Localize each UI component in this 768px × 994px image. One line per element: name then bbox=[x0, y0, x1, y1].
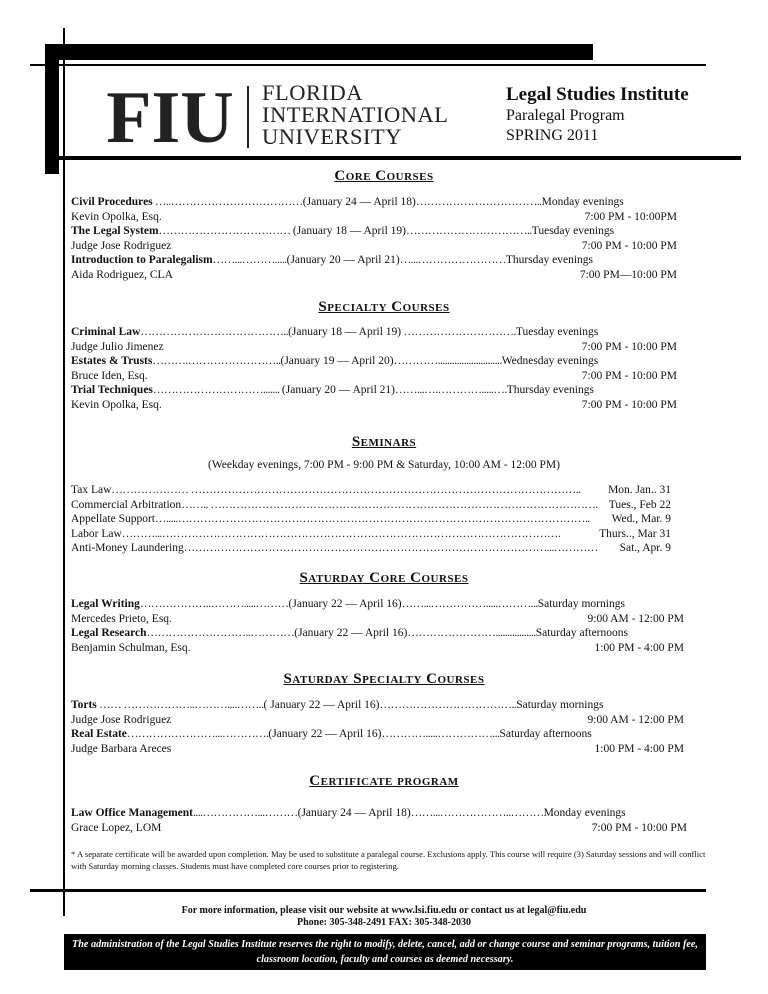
instructor-row bbox=[71, 369, 711, 384]
leader-dots: ……….…………………….. bbox=[152, 355, 281, 367]
course-time: 7:00 PM - 10:00 PM bbox=[581, 369, 677, 382]
instructor-name: Judge Julio Jimenez bbox=[71, 340, 164, 353]
instructor-name: Judge Jose Rodriguez bbox=[71, 713, 172, 726]
row-lead bbox=[71, 698, 603, 713]
course-dates: (January 18 — April 19) bbox=[288, 326, 402, 338]
header-bottom-line bbox=[45, 156, 741, 160]
row-lead bbox=[71, 369, 148, 384]
footer-contact: For more information, please visit our website at www.lsi.fiu.edu or contact us at legal@fiu.edu bbox=[181, 905, 587, 916]
frame-left-block bbox=[45, 44, 59, 174]
instructor-row bbox=[71, 713, 711, 728]
course-row bbox=[71, 383, 711, 398]
course-schedule: Tuesday evenings bbox=[515, 326, 599, 338]
course-dates: (January 18 — April 19) bbox=[292, 225, 406, 237]
course-dates: (January 22 — April 16) bbox=[294, 627, 408, 639]
course-row bbox=[71, 626, 711, 641]
row-lead bbox=[71, 806, 626, 821]
row-lead bbox=[71, 354, 598, 369]
seminar-date: Thurs.., Mar 31 bbox=[599, 527, 671, 540]
frame-top-bar bbox=[45, 44, 593, 60]
seminar-row bbox=[71, 512, 671, 527]
course-schedule: Saturday mornings bbox=[537, 598, 625, 610]
leader-dots: …… ………………..………....…….. bbox=[96, 699, 264, 711]
leader-dots: …………………………. bbox=[401, 326, 516, 338]
course-time: 7:00 PM - 10:00 PM bbox=[581, 398, 677, 411]
seminar-name: Anti-Money Laundering bbox=[71, 542, 184, 554]
course-schedule: Saturday mornings bbox=[516, 699, 604, 711]
fiu-logo-text: FIU bbox=[106, 84, 234, 150]
row-lead bbox=[71, 398, 162, 413]
leader-dots: …….. ……………………………………………………………………………………………. bbox=[181, 498, 598, 511]
instructor-name: Benjamin Schulman, Esq. bbox=[71, 641, 191, 654]
seminar-date: Wed., Mar. 9 bbox=[611, 513, 671, 525]
instructor-row bbox=[71, 398, 711, 413]
course-time: 7:00 PM - 10:00 PM bbox=[581, 340, 677, 353]
course-schedule: Saturday afternoons bbox=[535, 627, 628, 639]
leader-dots: …...…………………… bbox=[399, 254, 506, 266]
leader-dots: ……...…………….....………... bbox=[401, 598, 538, 610]
seminar-row bbox=[71, 541, 671, 556]
footer-disclaimer: The administration of the Legal Studies Institute reserves the right to modify, delete, cancel, add or change course and seminar programs, tuition fee, classroom location, faculty and courses as deemed necessary. bbox=[64, 934, 706, 970]
row-lead bbox=[71, 612, 172, 627]
course-time: 7:00 PM—10:00 PM bbox=[579, 268, 677, 281]
instructor-row bbox=[71, 239, 711, 254]
program-title: Paralegal Program bbox=[506, 107, 625, 124]
instructor-row bbox=[71, 340, 711, 355]
row-lead bbox=[71, 340, 164, 355]
logo-divider bbox=[247, 86, 249, 148]
seminar-name: Tax Law bbox=[71, 484, 112, 496]
instructor-name: Judge Barbara Areces bbox=[71, 742, 172, 755]
course-dates: (January 24 — April 18) bbox=[297, 807, 411, 819]
seminar-name: Appellate Support bbox=[71, 513, 155, 525]
specialty-courses-heading: Specialty Courses bbox=[318, 299, 450, 315]
row-lead bbox=[71, 210, 162, 225]
row-lead bbox=[71, 195, 624, 210]
course-row bbox=[71, 597, 711, 612]
leader-dots: ……………………………….. bbox=[379, 699, 517, 711]
instructor-name: Kevin Opolka, Esq. bbox=[71, 210, 162, 223]
course-time: 7:00 PM - 10:00 PM bbox=[581, 239, 677, 252]
row-lead bbox=[71, 597, 625, 612]
leader-dots: ....……………...……… bbox=[193, 807, 298, 819]
saturday-core-heading: Saturday Core Courses bbox=[299, 570, 469, 586]
row-lead bbox=[71, 483, 581, 498]
university-name-line2: INTERNATIONAL bbox=[262, 102, 449, 127]
course-name: Law Office Management bbox=[71, 807, 193, 819]
course-dates: (January 24 — April 18) bbox=[302, 196, 416, 208]
seminars-heading: Seminars bbox=[351, 434, 417, 450]
leader-dots: ……...………………..……… bbox=[410, 807, 544, 819]
course-row bbox=[71, 806, 711, 821]
row-lead bbox=[71, 253, 593, 268]
leader-dots: ……...….………….....…. bbox=[395, 384, 507, 396]
leader-dots: …………………………....... bbox=[152, 384, 282, 396]
row-lead bbox=[71, 268, 173, 283]
course-name: Torts bbox=[71, 699, 97, 711]
footer-phone: Phone: 305-348-2491 FAX: 305-348-2030 bbox=[297, 917, 471, 928]
seminar-row bbox=[71, 483, 671, 498]
row-lead bbox=[71, 224, 614, 239]
instructor-row bbox=[71, 821, 711, 836]
fiu-logo-letters bbox=[100, 84, 240, 150]
instructor-row bbox=[71, 742, 711, 757]
leader-dots: ………………………………………………………………………………………...………… bbox=[183, 542, 598, 554]
instructor-row bbox=[71, 268, 711, 283]
instructor-row bbox=[71, 612, 711, 627]
course-time: 1:00 PM - 4:00 PM bbox=[594, 742, 684, 755]
row-lead bbox=[71, 512, 590, 527]
course-name: The Legal System bbox=[71, 225, 159, 237]
row-lead bbox=[71, 821, 161, 836]
instructor-row bbox=[71, 210, 711, 225]
instructor-name: Judge Jose Rodriguez bbox=[71, 239, 172, 252]
row-lead bbox=[71, 727, 592, 742]
course-name: Trial Techniques bbox=[71, 384, 153, 396]
frame-top-thin-line bbox=[30, 64, 706, 66]
leader-dots: …………........................... bbox=[393, 355, 502, 367]
course-row bbox=[71, 727, 711, 742]
seminar-name: Commercial Arbitration bbox=[71, 498, 182, 511]
course-dates: (January 19 — April 20) bbox=[280, 355, 394, 367]
course-time: 7:00 PM - 10:00PM bbox=[584, 210, 677, 223]
row-lead bbox=[71, 541, 598, 556]
course-schedule: Thursday evenings bbox=[505, 254, 594, 266]
course-dates: (January 22 — April 16) bbox=[288, 598, 402, 610]
course-time: 7:00 PM - 10:00 PM bbox=[591, 821, 687, 834]
course-row bbox=[71, 354, 711, 369]
certificate-heading: Certificate program bbox=[309, 773, 459, 789]
course-schedule: Wednesday evenings bbox=[501, 355, 599, 367]
course-dates: (January 22 — April 16) bbox=[268, 728, 382, 740]
term-title: SPRING 2011 bbox=[506, 127, 599, 144]
saturday-specialty-heading: Saturday Specialty Courses bbox=[283, 671, 485, 687]
row-lead bbox=[71, 713, 171, 728]
course-row bbox=[71, 698, 711, 713]
course-time: 1:00 PM - 4:00 PM bbox=[594, 641, 684, 654]
course-row bbox=[71, 253, 711, 268]
row-lead bbox=[71, 239, 171, 254]
instructor-name: Kevin Opolka, Esq. bbox=[71, 398, 162, 411]
row-lead bbox=[71, 641, 190, 656]
course-dates: (January 20 — April 21) bbox=[286, 254, 400, 266]
instructor-name: Aida Rodriguez, CLA bbox=[71, 268, 173, 281]
seminar-row bbox=[71, 527, 671, 542]
course-name: Legal Writing bbox=[71, 598, 140, 610]
leader-dots: ……………………................. bbox=[407, 627, 536, 639]
course-name: Introduction to Paralegalism bbox=[71, 254, 213, 266]
instructor-name: Bruce Iden, Esq. bbox=[71, 369, 148, 382]
leader-dots: ………….....……………... bbox=[381, 728, 500, 740]
course-schedule: Tuesday evenings bbox=[531, 225, 615, 237]
course-time: 9:00 AM - 12:00 PM bbox=[587, 612, 684, 625]
row-lead bbox=[71, 527, 560, 542]
university-name-line3: UNIVERSITY bbox=[262, 124, 402, 149]
course-row bbox=[71, 224, 711, 239]
university-name-line1: FLORIDA bbox=[262, 80, 364, 105]
certificate-note: * A separate certificate will be awarded upon completion. May be used to substitute a paralegal course. Exclusions apply. This course will require (3) Saturday sessions and will conflict with Saturday morning classes. Students must have completed core courses prior to registering. bbox=[71, 849, 706, 871]
course-name: Real Estate bbox=[71, 728, 127, 740]
row-lead bbox=[71, 498, 598, 513]
course-schedule: Thursday evenings bbox=[506, 384, 594, 396]
core-courses-heading: Core Courses bbox=[334, 168, 434, 184]
seminar-row bbox=[71, 498, 671, 513]
leader-dots: ………………..……….....……… bbox=[139, 598, 289, 610]
leader-dots: ………………………..………… bbox=[146, 627, 295, 639]
seminars-subtitle: (Weekday evenings, 7:00 PM - 9:00 PM & Saturday, 10:00 AM - 12:00 PM) bbox=[208, 459, 560, 471]
row-lead bbox=[71, 325, 598, 340]
leader-dots: ………...………………………………………………………………………………………………. bbox=[121, 527, 561, 540]
leader-dots: ……………………………… bbox=[158, 225, 293, 237]
leader-dots: ………………… …………………………………………………………………………………………….. bbox=[111, 484, 581, 496]
instructor-name: Grace Lopez, LOM bbox=[71, 821, 162, 834]
course-name: Civil Procedures bbox=[71, 196, 153, 208]
row-lead bbox=[71, 742, 171, 757]
course-row bbox=[71, 325, 711, 340]
course-time: 9:00 AM - 12:00 PM bbox=[587, 713, 684, 726]
seminar-date: Tues., Feb 22 bbox=[608, 498, 671, 511]
seminar-date: Sat., Apr. 9 bbox=[619, 542, 671, 554]
course-name: Legal Research bbox=[71, 627, 147, 639]
course-name: Criminal Law bbox=[71, 326, 141, 338]
instructor-row bbox=[71, 641, 711, 656]
leader-dots: ………………………………….. bbox=[140, 326, 289, 338]
course-dates: (January 20 — April 21) bbox=[281, 384, 395, 396]
course-schedule: Saturday afternoons bbox=[499, 728, 592, 740]
course-schedule: Monday evenings bbox=[541, 196, 624, 208]
seminar-date: Mon. Jan.. 31 bbox=[608, 484, 671, 496]
leader-dots: …………………………….. bbox=[405, 225, 532, 237]
row-lead bbox=[71, 626, 628, 641]
institute-title: Legal Studies Institute bbox=[506, 84, 689, 105]
leader-dots: ……...………..... bbox=[212, 254, 287, 266]
course-schedule: Monday evenings bbox=[543, 807, 626, 819]
row-lead bbox=[71, 383, 594, 398]
leader-dots: ….....………………………………………………………………………………………………….. bbox=[155, 513, 590, 525]
university-name bbox=[262, 82, 448, 148]
instructor-name: Mercedes Prieto, Esq. bbox=[71, 612, 172, 625]
leader-dots: ……………………...…………. bbox=[126, 728, 269, 740]
seminar-name: Labor Law bbox=[71, 527, 122, 540]
footer-top-line bbox=[30, 889, 706, 892]
leader-dots: …………………………….. bbox=[415, 196, 542, 208]
course-dates: ( January 22 — April 16) bbox=[263, 699, 380, 711]
course-row bbox=[71, 195, 711, 210]
course-name: Estates & Trusts bbox=[71, 355, 153, 367]
leader-dots: …..……………………………… bbox=[152, 196, 303, 208]
